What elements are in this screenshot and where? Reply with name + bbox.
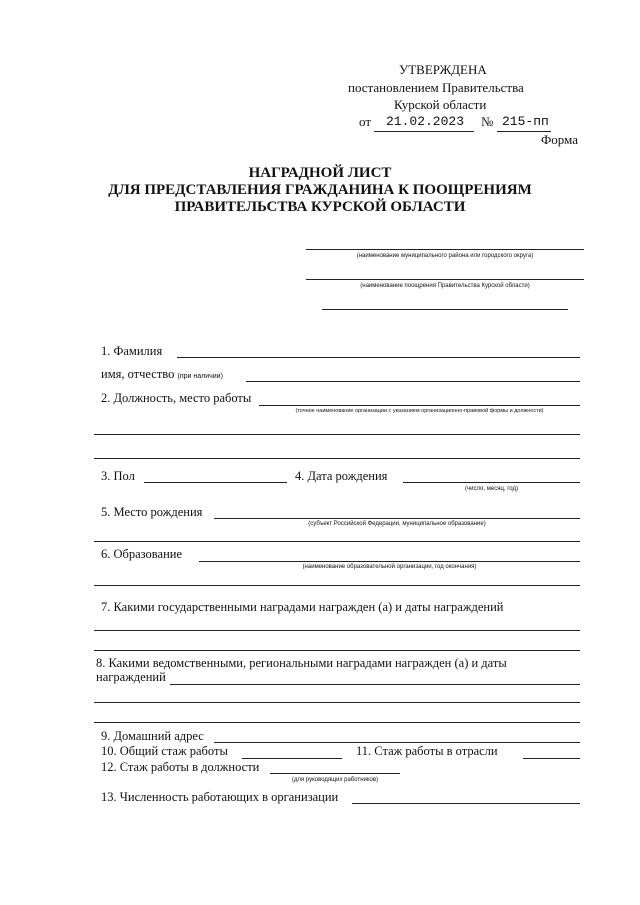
date-prefix: от: [359, 114, 372, 129]
education-field-line-2[interactable]: [94, 585, 580, 586]
industry-experience-label: 11. Стаж работы в отрасли: [356, 744, 498, 758]
birth-date-field-line[interactable]: [403, 482, 580, 483]
title-line-1: НАГРАДНОЙ ЛИСТ: [248, 165, 392, 181]
approved-label: УТВЕРЖДЕНА: [399, 62, 487, 77]
state-awards-field-line[interactable]: [94, 630, 580, 631]
position-experience-hint: (для руководящих работников): [291, 777, 379, 783]
gender-label: 3. Пол: [101, 469, 135, 483]
form-label: Форма: [541, 132, 578, 147]
date-underline: [374, 131, 474, 132]
position-field-line[interactable]: [259, 405, 580, 406]
birth-place-hint: (субъект Российской Федерации, муниципальное образование): [308, 521, 486, 527]
award-field-line[interactable]: [306, 279, 584, 280]
education-hint: (наименование образовательной организации, год окончания): [302, 564, 477, 570]
surname-field-line[interactable]: [177, 357, 580, 358]
position-label: 2. Должность, место работы: [101, 391, 252, 405]
home-address-field-line[interactable]: [214, 742, 580, 743]
position-field-line-3[interactable]: [94, 458, 580, 459]
dept-awards-field-line-3[interactable]: [94, 722, 580, 723]
district-hint: (наименование муниципального района или городского округа): [356, 253, 534, 259]
industry-experience-field-line[interactable]: [523, 758, 580, 759]
position-experience-field-line[interactable]: [270, 773, 400, 774]
employees-count-field-line[interactable]: [352, 803, 580, 804]
position-hint: (точное наименование организации с указанием организационно-правовой формы и должности): [295, 408, 544, 414]
birth-place-label: 5. Место рождения: [101, 505, 203, 519]
date-value: 21.02.2023: [386, 114, 465, 129]
district-field-line[interactable]: [306, 249, 584, 250]
decree-label: постановлением Правительства: [348, 80, 524, 95]
gender-field-line[interactable]: [144, 482, 287, 483]
birth-date-hint: (число, месяц, год): [465, 486, 518, 492]
position-experience-label: 12. Стаж работы в должности: [101, 760, 260, 774]
birth-place-field-line[interactable]: [214, 518, 580, 519]
name-label: [101, 367, 223, 382]
title-line-3: ПРАВИТЕЛЬСТВА КУРСКОЙ ОБЛАСТИ: [174, 199, 466, 215]
name-field-line[interactable]: [246, 381, 580, 382]
surname-label: 1. Фамилия: [101, 344, 163, 358]
total-experience-label: 10. Общий стаж работы: [101, 744, 228, 758]
dept-awards-label-1: 8. Какими ведомственными, региональными наградами награжден (а) и даты: [96, 656, 507, 670]
dept-awards-field-line-2[interactable]: [94, 702, 580, 703]
dept-awards-label-2: награждений: [96, 670, 166, 684]
home-address-label: 9. Домашний адрес: [101, 729, 204, 743]
name-label-text: имя, отчество: [101, 367, 175, 381]
state-awards-label: 7. Какими государственными наградами награжден (а) и даты награждений: [101, 600, 504, 614]
number-value: 215-пп: [502, 114, 549, 129]
education-field-line[interactable]: [199, 561, 580, 562]
award-field-line-2[interactable]: [322, 309, 568, 310]
title-line-2: ДЛЯ ПРЕДСТАВЛЕНИЯ ГРАЖДАНИНА К ПООЩРЕНИЯМ: [108, 182, 532, 198]
employees-count-label: 13. Численность работающих в организации: [101, 790, 339, 804]
state-awards-field-line-2[interactable]: [94, 650, 580, 651]
name-hint: (при наличии): [177, 373, 223, 380]
total-experience-field-line[interactable]: [242, 758, 342, 759]
dept-awards-field-line[interactable]: [170, 684, 580, 685]
position-field-line-2[interactable]: [94, 434, 580, 435]
birth-place-field-line-2[interactable]: [94, 541, 580, 542]
birth-date-label: 4. Дата рождения: [295, 469, 388, 483]
award-hint: (наименование поощрения Правительства Курской области): [360, 283, 530, 289]
number-prefix: №: [481, 114, 494, 129]
education-label: 6. Образование: [101, 547, 183, 561]
region-label: Курской области: [394, 97, 487, 112]
